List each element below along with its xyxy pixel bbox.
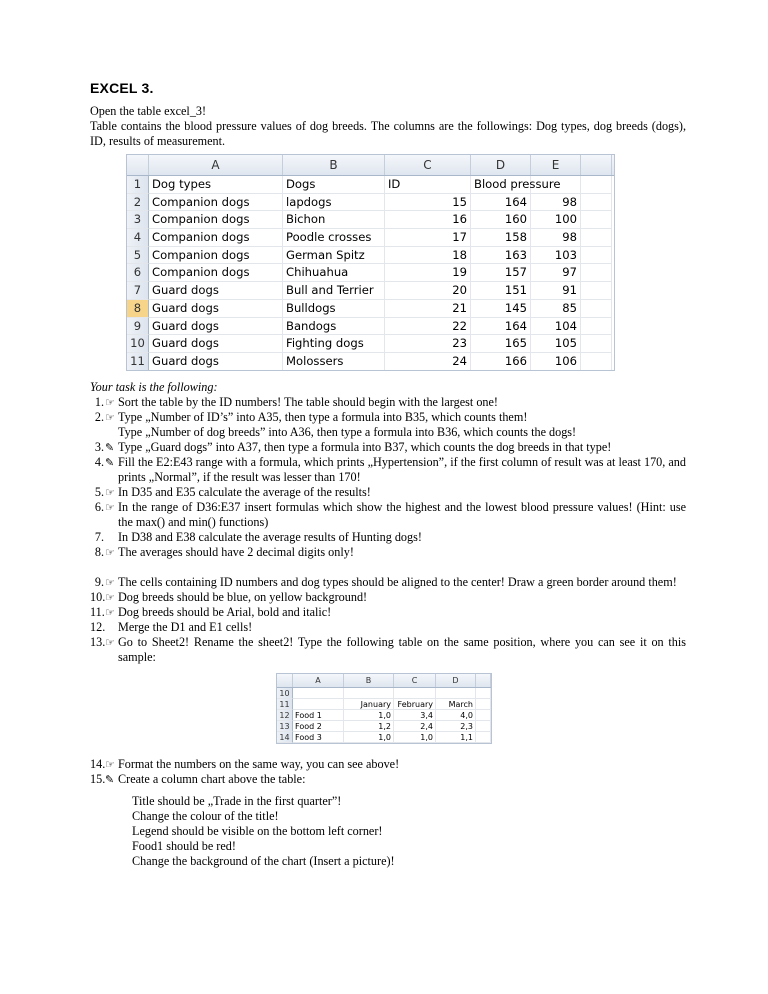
cell-january: January bbox=[344, 699, 394, 710]
cell-february: 2,4 bbox=[394, 721, 436, 732]
column-header: A bbox=[293, 674, 344, 687]
row-number: 11 bbox=[277, 699, 293, 710]
cell-id: 23 bbox=[385, 335, 471, 353]
row-number: 8 bbox=[127, 300, 149, 318]
table-row bbox=[127, 300, 614, 318]
cell-dog-breed: Bandogs bbox=[283, 318, 385, 336]
row-number: 4 bbox=[127, 229, 149, 247]
cell-dog-type: Companion dogs bbox=[149, 194, 283, 212]
column-header-row bbox=[127, 155, 614, 176]
cell-dog-type: Dog types bbox=[149, 176, 283, 194]
row-number: 11 bbox=[127, 353, 149, 371]
cell-dog-breed: Dogs bbox=[283, 176, 385, 194]
cell-food: Food 2 bbox=[293, 721, 344, 732]
column-header-row bbox=[277, 674, 491, 688]
cell-january: 1,2 bbox=[344, 721, 394, 732]
task-number: 1. bbox=[94, 395, 104, 409]
column-header bbox=[581, 155, 612, 175]
cell-blood-pressure-2: 104 bbox=[531, 318, 581, 336]
task-text: Sort the table by the ID numbers! The table should begin with the largest one! bbox=[118, 395, 498, 409]
cell-march bbox=[436, 688, 476, 699]
cell-blood-pressure-1: 160 bbox=[471, 211, 531, 229]
cell-blood-pressure-1: 166 bbox=[471, 353, 531, 371]
task-item bbox=[90, 605, 686, 620]
cell-id: 15 bbox=[385, 194, 471, 212]
cell-blood-pressure-1: 165 bbox=[471, 335, 531, 353]
cell-empty bbox=[476, 688, 491, 699]
cell-january: 1,0 bbox=[344, 732, 394, 743]
pointing-hand-icon: ☞ bbox=[105, 546, 115, 559]
page-title: EXCEL 3. bbox=[90, 80, 154, 96]
cell-food bbox=[293, 699, 344, 710]
table-row bbox=[127, 194, 614, 212]
task-group bbox=[90, 757, 686, 787]
cell-empty bbox=[476, 699, 491, 710]
cell-id: 20 bbox=[385, 282, 471, 300]
task-item bbox=[90, 575, 686, 590]
task-number: 9. bbox=[94, 575, 104, 589]
table-row bbox=[277, 721, 491, 732]
task-text: Dog breeds should be Arial, bold and italic! bbox=[118, 605, 332, 619]
column-header: B bbox=[344, 674, 394, 687]
cell-dog-breed: Chihuahua bbox=[283, 264, 385, 282]
cell-blood-pressure-1: Blood pressure bbox=[471, 176, 531, 194]
cell-empty bbox=[581, 247, 612, 265]
cell-empty bbox=[581, 282, 612, 300]
cell-blood-pressure-2: 103 bbox=[531, 247, 581, 265]
corner-cell bbox=[127, 155, 149, 175]
cell-march: 2,3 bbox=[436, 721, 476, 732]
column-header: D bbox=[436, 674, 476, 687]
task-number: 2. bbox=[94, 410, 104, 424]
column-header bbox=[476, 674, 491, 687]
task-text: Type „Number of ID’s” into A35, then type a formula into B35, which counts them! bbox=[118, 410, 528, 424]
task-text: In D35 and E35 calculate the average of the results! bbox=[118, 485, 371, 499]
table-row bbox=[127, 264, 614, 282]
cell-dog-type: Guard dogs bbox=[149, 300, 283, 318]
pointing-hand-icon: ☞ bbox=[105, 486, 115, 499]
cell-january: 1,0 bbox=[344, 710, 394, 721]
spreadsheet-food-sample bbox=[276, 673, 492, 744]
cell-food: Food 1 bbox=[293, 710, 344, 721]
column-header: D bbox=[471, 155, 531, 175]
cell-dog-type: Companion dogs bbox=[149, 211, 283, 229]
task-number: 12. bbox=[90, 620, 106, 634]
cell-id: 21 bbox=[385, 300, 471, 318]
cell-empty bbox=[581, 264, 612, 282]
cell-dog-breed: Poodle crosses bbox=[283, 229, 385, 247]
table-row bbox=[277, 732, 491, 743]
cell-dog-breed: Fighting dogs bbox=[283, 335, 385, 353]
pointing-hand-icon: ☞ bbox=[105, 606, 115, 619]
task-number: 11. bbox=[90, 605, 105, 619]
pencil-icon: ✎ bbox=[105, 456, 115, 469]
cell-blood-pressure-2: 98 bbox=[531, 229, 581, 247]
row-number: 7 bbox=[127, 282, 149, 300]
cell-blood-pressure-2: 106 bbox=[531, 353, 581, 371]
cell-february: 1,0 bbox=[394, 732, 436, 743]
table-row bbox=[277, 688, 491, 699]
intro-text bbox=[90, 104, 686, 149]
cell-blood-pressure-2: 91 bbox=[531, 282, 581, 300]
task-intro: Your task is the following: bbox=[90, 380, 218, 394]
row-number: 9 bbox=[127, 318, 149, 336]
cell-blood-pressure-2: 100 bbox=[531, 211, 581, 229]
task-item bbox=[90, 530, 686, 545]
cell-blood-pressure-1: 158 bbox=[471, 229, 531, 247]
cell-food bbox=[293, 688, 344, 699]
sheet-body bbox=[127, 176, 614, 371]
task-text: The averages should have 2 decimal digits only! bbox=[118, 545, 354, 559]
pencil-icon: ✎ bbox=[105, 773, 115, 786]
task-item bbox=[90, 410, 686, 425]
cell-id: 19 bbox=[385, 264, 471, 282]
task-item bbox=[90, 425, 686, 440]
task-item bbox=[90, 440, 686, 455]
cell-dog-type: Companion dogs bbox=[149, 229, 283, 247]
task-item bbox=[90, 620, 686, 635]
cell-dog-type: Companion dogs bbox=[149, 247, 283, 265]
chart-steps bbox=[90, 794, 686, 869]
cell-blood-pressure-2: 97 bbox=[531, 264, 581, 282]
cell-march: 4,0 bbox=[436, 710, 476, 721]
cell-dog-breed: Bull and Terrier bbox=[283, 282, 385, 300]
cell-empty bbox=[581, 229, 612, 247]
task-number: 14. bbox=[90, 757, 106, 771]
table-row bbox=[277, 710, 491, 721]
cell-empty bbox=[581, 300, 612, 318]
table-row bbox=[127, 211, 614, 229]
table-row bbox=[127, 282, 614, 300]
table-row bbox=[127, 318, 614, 336]
task-item bbox=[90, 545, 686, 560]
corner-cell bbox=[277, 674, 293, 687]
chart-step: Title should be „Trade in the first quarter”! bbox=[132, 794, 342, 808]
cell-dog-breed: lapdogs bbox=[283, 194, 385, 212]
task-text: Merge the D1 and E1 cells! bbox=[118, 620, 253, 634]
pointing-hand-icon: ☞ bbox=[105, 411, 115, 424]
task-text: In the range of D36:E37 insert formulas which show the highest and the lowest blood pressure values! (Hint: use the max() and min() functions) bbox=[118, 500, 686, 529]
cell-dog-type: Companion dogs bbox=[149, 264, 283, 282]
task-number: 8. bbox=[94, 545, 104, 559]
table-row bbox=[127, 247, 614, 265]
cell-blood-pressure-1: 164 bbox=[471, 318, 531, 336]
table-row bbox=[277, 699, 491, 710]
cell-empty bbox=[476, 710, 491, 721]
task-text: The cells containing ID numbers and dog types should be aligned to the center! Draw a green border around them! bbox=[118, 575, 677, 589]
task-number: 15. bbox=[90, 772, 106, 786]
row-number: 5 bbox=[127, 247, 149, 265]
task-text: Create a column chart above the table: bbox=[118, 772, 306, 786]
cell-empty bbox=[581, 353, 612, 371]
cell-february bbox=[394, 688, 436, 699]
cell-dog-breed: Bulldogs bbox=[283, 300, 385, 318]
task-number: 6. bbox=[94, 500, 104, 514]
chart-step: Change the background of the chart (Insert a picture)! bbox=[132, 854, 395, 868]
cell-empty bbox=[581, 176, 612, 194]
cell-blood-pressure-2 bbox=[531, 176, 581, 194]
cell-empty bbox=[581, 335, 612, 353]
cell-blood-pressure-2: 98 bbox=[531, 194, 581, 212]
intro-line: Table contains the blood pressure values of dog breeds. The columns are the followings: Dog types, dog breeds (dogs), ID, results of measurement. bbox=[90, 119, 686, 148]
cell-dog-type: Guard dogs bbox=[149, 318, 283, 336]
cell-empty bbox=[476, 721, 491, 732]
row-number: 10 bbox=[127, 335, 149, 353]
row-number: 12 bbox=[277, 710, 293, 721]
cell-id: ID bbox=[385, 176, 471, 194]
task-group bbox=[90, 395, 686, 560]
task-text: Dog breeds should be blue, on yellow background! bbox=[118, 590, 368, 604]
cell-march: March bbox=[436, 699, 476, 710]
row-number: 2 bbox=[127, 194, 149, 212]
cell-dog-type: Guard dogs bbox=[149, 353, 283, 371]
task-item bbox=[90, 455, 686, 485]
cell-id: 24 bbox=[385, 353, 471, 371]
cell-empty bbox=[476, 732, 491, 743]
pointing-hand-icon: ☞ bbox=[105, 591, 115, 604]
task-item bbox=[90, 590, 686, 605]
task-text: Format the numbers on the same way, you can see above! bbox=[118, 757, 400, 771]
sheet-body bbox=[277, 688, 491, 743]
row-number: 14 bbox=[277, 732, 293, 743]
cell-blood-pressure-1: 145 bbox=[471, 300, 531, 318]
pointing-hand-icon: ☞ bbox=[105, 501, 115, 514]
row-number: 1 bbox=[127, 176, 149, 194]
cell-dog-breed: Bichon bbox=[283, 211, 385, 229]
cell-dog-type: Guard dogs bbox=[149, 335, 283, 353]
cell-blood-pressure-1: 163 bbox=[471, 247, 531, 265]
chart-step: Food1 should be red! bbox=[132, 839, 236, 853]
task-text: Type „Number of dog breeds” into A36, then type a formula into B36, which counts the dogs! bbox=[118, 425, 577, 439]
table-row bbox=[127, 229, 614, 247]
cell-dog-breed: Molossers bbox=[283, 353, 385, 371]
cell-blood-pressure-2: 105 bbox=[531, 335, 581, 353]
column-header: B bbox=[283, 155, 385, 175]
cell-blood-pressure-2: 85 bbox=[531, 300, 581, 318]
task-item bbox=[90, 772, 686, 787]
pencil-icon: ✎ bbox=[105, 441, 115, 454]
cell-blood-pressure-1: 164 bbox=[471, 194, 531, 212]
cell-id: 18 bbox=[385, 247, 471, 265]
row-number: 6 bbox=[127, 264, 149, 282]
cell-january bbox=[344, 688, 394, 699]
column-header: C bbox=[385, 155, 471, 175]
task-item bbox=[90, 500, 686, 530]
cell-id: 22 bbox=[385, 318, 471, 336]
cell-empty bbox=[581, 194, 612, 212]
task-number: 13. bbox=[90, 635, 106, 649]
task-list bbox=[90, 380, 686, 665]
task-text: In D38 and E38 calculate the average results of Hunting dogs! bbox=[118, 530, 422, 544]
spreadsheet-dog-blood-pressure bbox=[126, 154, 615, 371]
row-number: 3 bbox=[127, 211, 149, 229]
task-item bbox=[90, 757, 686, 772]
pointing-hand-icon: ☞ bbox=[105, 758, 115, 771]
task-number: 5. bbox=[94, 485, 104, 499]
table-row bbox=[127, 335, 614, 353]
cell-march: 1,1 bbox=[436, 732, 476, 743]
cell-empty bbox=[581, 211, 612, 229]
pointing-hand-icon: ☞ bbox=[105, 396, 115, 409]
task-number: 3. bbox=[94, 440, 104, 454]
table-row bbox=[127, 176, 614, 194]
task-text: Go to Sheet2! Rename the sheet2! Type the following table on the same position, where you can see it on this sample: bbox=[118, 635, 686, 664]
cell-february: 3,4 bbox=[394, 710, 436, 721]
chart-step: Change the colour of the title! bbox=[132, 809, 279, 823]
cell-id: 16 bbox=[385, 211, 471, 229]
task-list-continued bbox=[90, 757, 686, 869]
pointing-hand-icon: ☞ bbox=[105, 576, 115, 589]
task-number: 7. bbox=[94, 530, 104, 544]
task-item bbox=[90, 485, 686, 500]
chart-step: Legend should be visible on the bottom left corner! bbox=[132, 824, 383, 838]
intro-line: Open the table excel_3! bbox=[90, 104, 207, 118]
row-number: 10 bbox=[277, 688, 293, 699]
task-text: Type „Guard dogs” into A37, then type a formula into B37, which counts the dog breeds in that type! bbox=[118, 440, 612, 454]
cell-food: Food 3 bbox=[293, 732, 344, 743]
task-item bbox=[90, 635, 686, 665]
cell-id: 17 bbox=[385, 229, 471, 247]
task-item bbox=[90, 395, 686, 410]
task-text: Fill the E2:E43 range with a formula, which prints „Hypertension”, if the first column of result was at least 170, and prints „Normal”, if the result was lesser than 170! bbox=[118, 455, 686, 484]
task-number: 4. bbox=[94, 455, 104, 469]
cell-dog-breed: German Spitz bbox=[283, 247, 385, 265]
task-number: 10. bbox=[90, 590, 106, 604]
table-row bbox=[127, 353, 614, 371]
cell-february: February bbox=[394, 699, 436, 710]
cell-blood-pressure-1: 151 bbox=[471, 282, 531, 300]
cell-dog-type: Guard dogs bbox=[149, 282, 283, 300]
pointing-hand-icon: ☞ bbox=[105, 636, 115, 649]
column-header: A bbox=[149, 155, 283, 175]
cell-empty bbox=[581, 318, 612, 336]
task-group bbox=[90, 575, 686, 665]
row-number: 13 bbox=[277, 721, 293, 732]
column-header: C bbox=[394, 674, 436, 687]
column-header: E bbox=[531, 155, 581, 175]
cell-blood-pressure-1: 157 bbox=[471, 264, 531, 282]
